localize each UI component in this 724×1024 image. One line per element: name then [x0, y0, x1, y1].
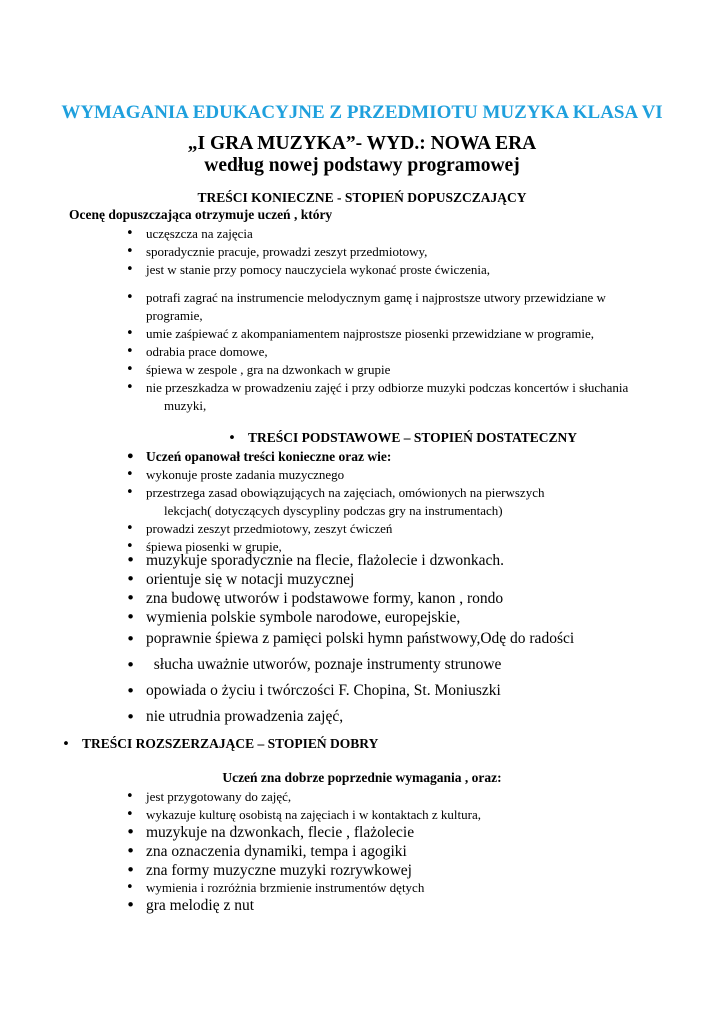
list-item: • wykazuje kulturę osobistą na zajęciach i w kontaktach z kultura, [146, 806, 481, 824]
list-item-line: • nie przeszkadza w prowadzeniu zajęć i przy odbiorze muzyki podczas koncertów i słuchania [146, 380, 629, 395]
section2-heading-text: TREŚCI PODSTAWOWE – STOPIEŃ DOSTATECZNY [247, 430, 578, 445]
section2-list-medium [146, 551, 504, 627]
section3-intro: Uczeń zna dobrze poprzednie wymagania , oraz: [222, 770, 502, 785]
list-item: • sporadycznie pracuje, prowadzi zeszyt przedmiotowy, [146, 243, 490, 261]
list-item [146, 379, 628, 415]
list-item: • nie utrudnia prowadzenia zajęć, [146, 707, 574, 727]
section1-heading: TREŚCI KONIECZNE - STOPIEŃ DOPUSZCZAJĄCY [197, 190, 527, 205]
list-item-line: muzyki, [164, 398, 207, 413]
list-item: • wykonuje proste zadania muzycznego [146, 466, 544, 484]
main-title: WYMAGANIA EDUKACYJNE Z PRZEDMIOTU MUZYKA KLASA VI [61, 102, 663, 123]
list-item: • zna formy muzyczne muzyki rozrywkowej [146, 861, 414, 880]
list-item-line: • potrafi zagrać na instrumencie melodycznym gamę i najprostsze utwory przewidziane w [146, 290, 606, 305]
list-item-line: lekcjach( dotyczących dyscypliny podczas gry na instrumentach) [164, 503, 503, 518]
section1-list-a [146, 225, 490, 279]
list-item: • muzykuje na dzwonkach, flecie , flażolecie [146, 823, 414, 842]
list-item: • orientuje się w notacji muzycznej [146, 570, 504, 589]
list-item: • wymienia i rozróżnia brzmienie instrumentów dętych [146, 879, 424, 897]
subtitle-textbook: „I GRA MUZYKA”- WYD.: NOWA ERA [187, 133, 537, 154]
section2-heading [228, 430, 577, 446]
section2-list-large [146, 629, 574, 727]
list-item: • poprawnie śpiewa z pamięci polski hymn państwowy,Odę do radości [146, 629, 574, 649]
list-item: • gra melodię z nut [146, 896, 254, 915]
bullet-icon: • [62, 736, 70, 752]
subtitle-curriculum: według nowej podstawy programowej [204, 155, 520, 176]
list-item: • muzykuje sporadycznie na flecie, flażolecie i dzwonkach. [146, 551, 504, 570]
section1-intro: Ocenę dopuszczająca otrzymuje uczeń , który [69, 207, 333, 222]
section3-heading-text: TREŚCI ROZSZERZAJĄCE – STOPIEŃ DOBRY [81, 736, 379, 751]
list-item: • prowadzi zeszyt przedmiotowy, zeszyt ćwiczeń [146, 520, 544, 538]
section2-list-small [146, 448, 544, 556]
list-item: • zna budowę utworów i podstawowe formy, kanon , rondo [146, 589, 504, 608]
list-item-line: • przestrzega zasad obowiązujących na zajęciach, omówionych na pierwszych [146, 485, 545, 500]
section3-list-a [146, 788, 481, 824]
list-item: • śpiewa piosenki w grupie, [146, 538, 544, 556]
list-item-line: programie, [146, 308, 203, 323]
section3-heading [62, 736, 378, 752]
list-item: • opowiada o życiu i twórczości F. Chopina, St. Moniuszki [146, 681, 574, 701]
list-item: • jest przygotowany do zajęć, [146, 788, 481, 806]
list-item: • wymienia polskie symbole narodowe, europejskie, [146, 608, 504, 627]
list-item: • umie zaśpiewać z akompaniamentem najprostsze piosenki przewidziane w programie, [146, 325, 628, 343]
section3-list-b [146, 823, 414, 880]
list-item [146, 484, 544, 520]
list-item: • śpiewa w zespole , gra na dzwonkach w grupie [146, 361, 628, 379]
section3-list-c [146, 879, 424, 897]
section3-list-d [146, 896, 254, 915]
list-item: • odrabia prace domowe, [146, 343, 628, 361]
list-item: • jest w stanie przy pomocy nauczyciela wykonać proste ćwiczenia, [146, 261, 490, 279]
bullet-icon: • [228, 430, 236, 446]
list-item [146, 289, 628, 325]
list-item: • słucha uważnie utworów, poznaje instrumenty strunowe [146, 655, 574, 675]
list-item: • zna oznaczenia dynamiki, tempa i agogiki [146, 842, 414, 861]
list-item: • Uczeń opanował treści konieczne oraz wie: [146, 448, 544, 466]
section1-list-b [146, 289, 628, 415]
list-item: • uczęszcza na zajęcia [146, 225, 490, 243]
